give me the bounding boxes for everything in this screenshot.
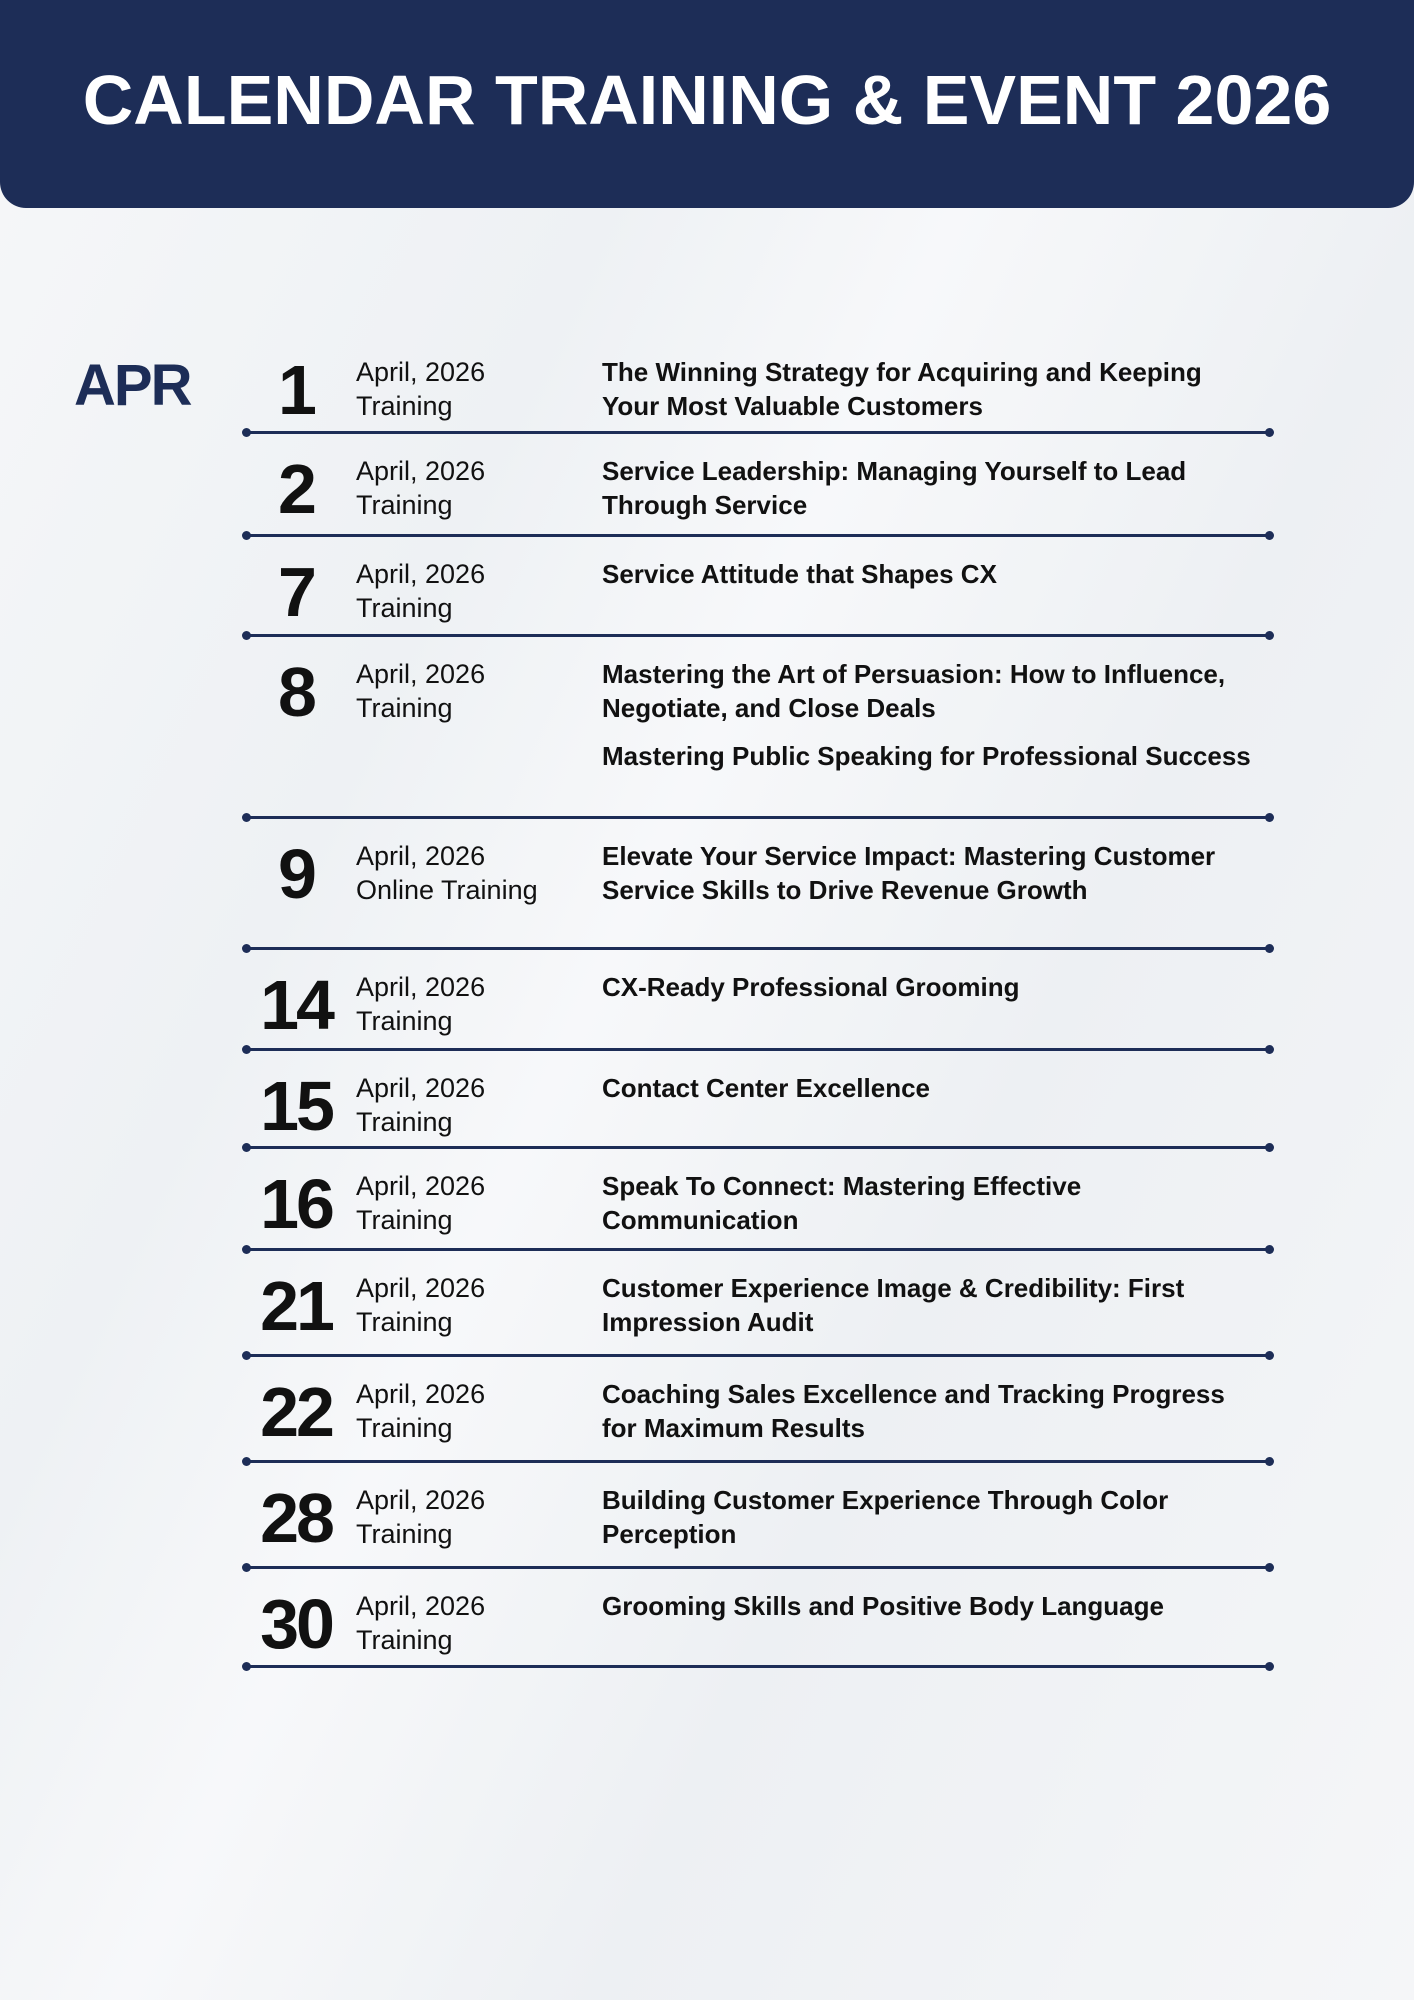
event-title: Service Attitude that Shapes CX bbox=[602, 559, 997, 589]
event-row bbox=[246, 1149, 1270, 1251]
event-titles bbox=[602, 1483, 1252, 1565]
event-meta bbox=[356, 657, 485, 725]
event-day: 2 bbox=[278, 450, 314, 528]
event-day: 1 bbox=[278, 351, 314, 429]
event-row bbox=[246, 637, 1270, 819]
event-meta bbox=[356, 557, 485, 625]
event-date: April, 2026 bbox=[356, 659, 486, 689]
event-title: Speak To Connect: Mastering Effective Communication bbox=[602, 1171, 1082, 1235]
event-title: Contact Center Excellence bbox=[602, 1073, 931, 1103]
event-row bbox=[246, 335, 1270, 434]
event-meta bbox=[356, 355, 485, 423]
event-date: April, 2026 bbox=[356, 841, 486, 871]
event-date: April, 2026 bbox=[356, 357, 486, 387]
event-meta bbox=[356, 1271, 485, 1339]
event-type: Training bbox=[356, 593, 453, 623]
event-titles bbox=[602, 355, 1252, 437]
event-title: Service Leadership: Managing Yourself to Lead Through Service bbox=[602, 456, 1187, 520]
event-date: April, 2026 bbox=[356, 1379, 486, 1409]
event-titles bbox=[602, 557, 1252, 605]
event-type: Training bbox=[356, 1413, 453, 1443]
event-titles bbox=[602, 1377, 1252, 1459]
event-date: April, 2026 bbox=[356, 1485, 486, 1515]
event-titles bbox=[602, 839, 1252, 921]
header-banner bbox=[0, 0, 1414, 208]
event-row bbox=[246, 1051, 1270, 1149]
event-type: Training bbox=[356, 1519, 453, 1549]
event-title: Coaching Sales Excellence and Tracking Progress for Maximum Results bbox=[602, 1379, 1225, 1443]
event-meta bbox=[356, 1169, 485, 1237]
month-label: APR bbox=[74, 353, 191, 418]
event-list bbox=[246, 335, 1270, 1668]
event-row bbox=[246, 537, 1270, 637]
event-titles bbox=[602, 1169, 1252, 1251]
event-day: 7 bbox=[278, 553, 314, 631]
event-type: Training bbox=[356, 1006, 453, 1036]
event-type: Training bbox=[356, 693, 453, 723]
event-meta bbox=[356, 1071, 485, 1139]
event-day: 21 bbox=[260, 1267, 332, 1345]
event-title: Customer Experience Image & Credibility: First Impression Audit bbox=[602, 1273, 1185, 1337]
page-title: CALENDAR TRAINING & EVENT 2026 bbox=[82, 61, 1332, 139]
event-title: Grooming Skills and Positive Body Language bbox=[602, 1591, 1164, 1621]
event-date: April, 2026 bbox=[356, 1073, 486, 1103]
event-row bbox=[246, 950, 1270, 1051]
event-day: 14 bbox=[260, 966, 332, 1044]
event-day: 9 bbox=[278, 835, 314, 913]
event-row bbox=[246, 434, 1270, 537]
event-row bbox=[246, 1251, 1270, 1357]
event-meta bbox=[356, 1377, 485, 1445]
event-day: 8 bbox=[278, 653, 314, 731]
event-row bbox=[246, 1357, 1270, 1463]
event-meta bbox=[356, 1483, 485, 1551]
event-title: Building Customer Experience Through Color Perception bbox=[602, 1485, 1169, 1549]
event-titles bbox=[602, 970, 1252, 1018]
event-date: April, 2026 bbox=[356, 1171, 486, 1201]
event-date: April, 2026 bbox=[356, 559, 486, 589]
event-date: April, 2026 bbox=[356, 1273, 486, 1303]
event-row bbox=[246, 1463, 1270, 1569]
event-day: 16 bbox=[260, 1165, 332, 1243]
event-title: Elevate Your Service Impact: Mastering Customer Service Skills to Drive Revenue Growth bbox=[602, 841, 1216, 905]
event-row bbox=[246, 819, 1270, 950]
event-date: April, 2026 bbox=[356, 456, 486, 486]
event-date: April, 2026 bbox=[356, 1591, 486, 1621]
event-titles bbox=[602, 1589, 1252, 1637]
event-type: Training bbox=[356, 391, 453, 421]
event-type: Training bbox=[356, 1625, 453, 1655]
event-day: 15 bbox=[260, 1067, 332, 1145]
event-title: The Winning Strategy for Acquiring and Keeping Your Most Valuable Customers bbox=[602, 357, 1202, 421]
event-meta bbox=[356, 1589, 485, 1657]
event-day: 28 bbox=[260, 1479, 332, 1557]
event-type: Online Training bbox=[356, 875, 538, 905]
event-type: Training bbox=[356, 1307, 453, 1337]
event-type: Training bbox=[356, 1205, 453, 1235]
event-type: Training bbox=[356, 1107, 453, 1137]
event-titles bbox=[602, 657, 1252, 787]
event-title: Mastering the Art of Persuasion: How to Influence, Negotiate, and Close Deals bbox=[602, 659, 1226, 723]
event-titles bbox=[602, 454, 1252, 536]
event-type: Training bbox=[356, 490, 453, 520]
event-date: April, 2026 bbox=[356, 972, 486, 1002]
event-meta bbox=[356, 454, 485, 522]
event-day: 22 bbox=[260, 1373, 332, 1451]
event-row bbox=[246, 1569, 1270, 1668]
event-meta bbox=[356, 970, 485, 1038]
event-title: CX-Ready Professional Grooming bbox=[602, 972, 1020, 1002]
event-meta bbox=[356, 839, 538, 907]
event-titles bbox=[602, 1071, 1252, 1119]
event-titles bbox=[602, 1271, 1252, 1353]
event-day: 30 bbox=[260, 1585, 332, 1663]
event-title: Mastering Public Speaking for Professional Success bbox=[602, 741, 1251, 771]
